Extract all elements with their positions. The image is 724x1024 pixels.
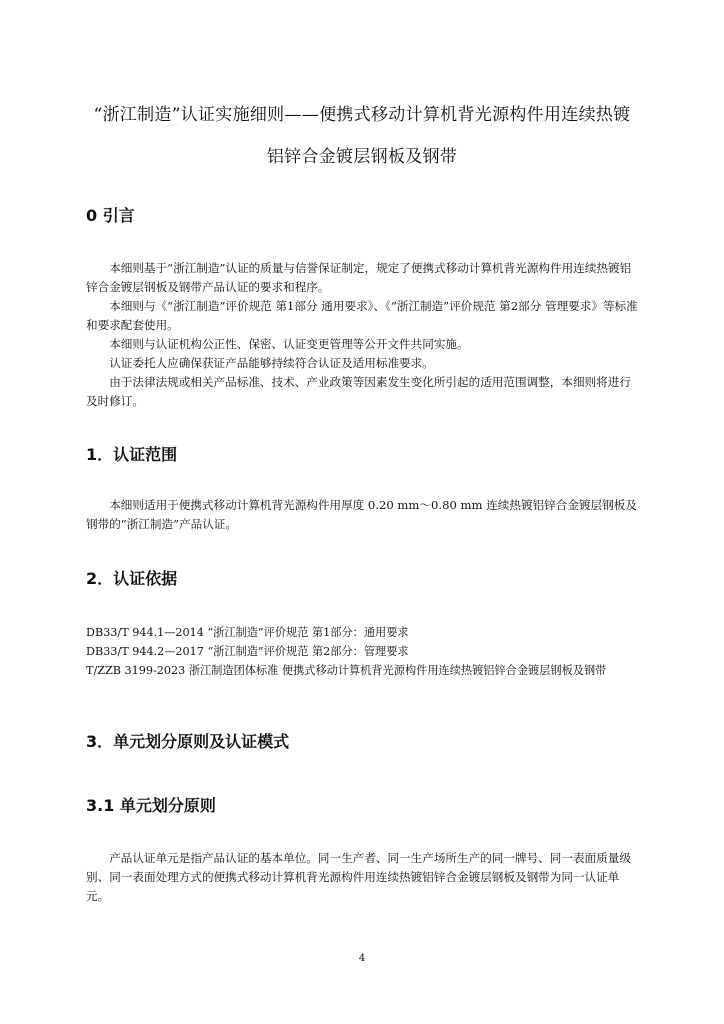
document-title-line1: “浙江制造”认证实施细则——便携式移动计算机背光源构件用连续热镀 [93,105,631,125]
document-title-line2: 铝锌合金镀层钢板及钢带 [266,147,458,167]
intro-paragraph-5: 由于法律法规或相关产品标准、技术、产业政策等因素发生变化所引起的适用范围调整，本细则将进行及时修订。 [86,375,631,408]
section-heading-intro: 0 引言 [86,206,135,225]
intro-paragraph-3: 本细则与认证机构公正性、保密、认证变更管理等公开文件共同实施。 [109,337,469,351]
intro-paragraphs [86,259,642,411]
basis-reference-item: DB33/T 944.1—2014 “浙江制造”评价规范 第1部分：通用要求 [86,626,409,639]
basis-reference-item: T/ZZB 3199-2023 浙江制造团体标准 便携式移动计算机背光源构件用连续热镀铝锌合金镀层钢板及钢带 [86,664,607,677]
section-heading-scope: 1．认证范围 [86,445,178,464]
scope-paragraph-block [86,496,642,534]
unit-paragraph: 产品认证单元是指产品认证的基本单位。同一生产者、同一生产场所生产的同一牌号、同一表面质量级别、同一表面处理方式的便携式移动计算机背光源构件用连续热镀铝锌合金镀层钢板及钢带为同一认证单元。 [86,851,631,903]
section-heading-basis: 2．认证依据 [86,569,178,588]
scope-paragraph: 本细则适用于便携式移动计算机背光源构件用厚度 0.20 mm～0.80 mm 连续热镀铝锌合金镀层钢板及钢带的“浙江制造”产品认证。 [86,498,637,531]
subsection-heading-unit-principle: 3.1 单元划分原则 [86,796,216,815]
intro-paragraph-2: 本细则与《“浙江制造”评价规范 第1部分 通用要求》、《“浙江制造”评价规范 第2部分 管理要求》等标准和要求配套使用。 [86,299,638,332]
basis-reference-list [86,623,646,680]
intro-paragraph-4: 认证委托人应确保获证产品能够持续符合认证及适用标准要求。 [109,356,434,370]
section-heading-unit: 3．单元划分原则及认证模式 [86,732,290,751]
page-number: 4 [358,953,366,964]
intro-paragraph-1: 本细则基于“浙江制造”认证的质量与信誉保证制定，规定了便携式移动计算机背光源构件用连续热镀铝锌合金镀层钢板及钢带产品认证的要求和程序。 [86,261,632,294]
unit-paragraph-block [86,849,642,906]
basis-reference-item: DB33/T 944.2—2017 “浙江制造”评价规范 第2部分：管理要求 [86,645,409,658]
